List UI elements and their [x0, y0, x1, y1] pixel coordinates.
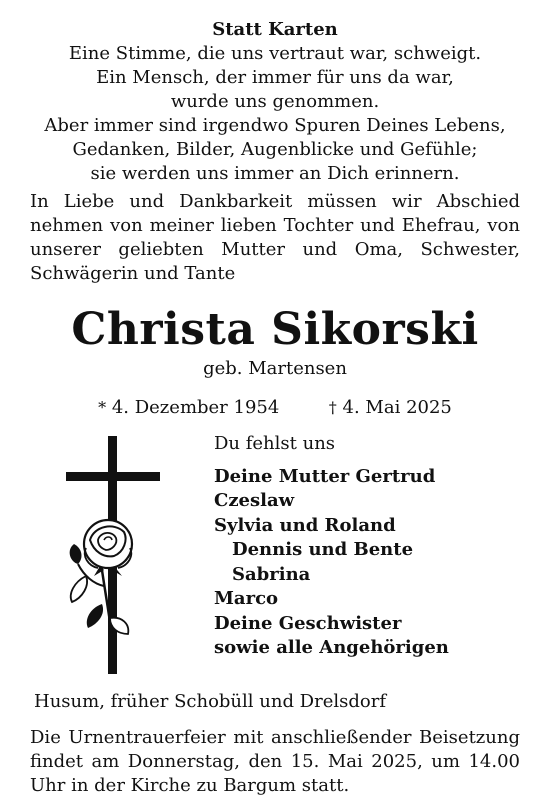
mourner-name: Sabrina	[232, 563, 311, 585]
mourner-name: sowie alle Angehörigen	[214, 637, 449, 658]
birth-date: 4. Dezember 1954	[111, 397, 280, 418]
poem-line: wurde uns genommen.	[170, 91, 380, 112]
death-symbol: †	[328, 398, 337, 417]
mourners-section	[30, 432, 520, 682]
cross-with-rose-icon	[64, 436, 174, 676]
birth-symbol: *	[98, 398, 107, 417]
poem-line: Ein Mensch, der immer für uns da war,	[96, 67, 454, 88]
memorial-poem	[30, 42, 520, 186]
birth-name: geb. Martensen	[203, 358, 347, 379]
poem-line: Gedanken, Bilder, Augenblicke und Gefühle;	[72, 139, 478, 160]
intro-text: In Liebe und Dankbarkeit müssen wir Abschied nehmen von meiner lieben Tochter und Ehefrau, von unserer geliebten Mutter und Oma, Schwester, Schwägerin und Tante	[30, 191, 520, 284]
poem-line: Eine Stimme, die uns vertraut war, schweigt.	[68, 43, 482, 64]
mourner-name: Deine Geschwister	[214, 612, 402, 634]
funeral-details: Die Urnentrauerfeier mit anschließender Beisetzung findet am Donnerstag, den 15. Mai 2025, um 14.00 Uhr in der Kirche zu Bargum statt.	[30, 727, 520, 796]
mourners-list	[214, 432, 449, 661]
mourner-name: Deine Mutter Gertrud	[214, 465, 436, 487]
mourner-name: Dennis und Bente	[232, 539, 414, 560]
deceased-name: Christa Sikorski	[71, 304, 479, 355]
notice-header: Statt Karten	[212, 19, 338, 40]
mourner-name: Marco	[214, 588, 279, 609]
poem-line: Aber immer sind irgendwo Spuren Deines Lebens,	[44, 115, 506, 136]
poem-line: sie werden uns immer an Dich erinnern.	[90, 163, 460, 184]
place-line: Husum, früher Schobüll und Drelsdorf	[34, 691, 386, 712]
mourners-lead: Du fehlst uns	[214, 433, 336, 454]
death-date: 4. Mai 2025	[342, 397, 452, 418]
mourner-name: Czeslaw	[214, 490, 295, 511]
life-dates	[30, 396, 520, 420]
mourner-name: Sylvia und Roland	[214, 514, 396, 536]
